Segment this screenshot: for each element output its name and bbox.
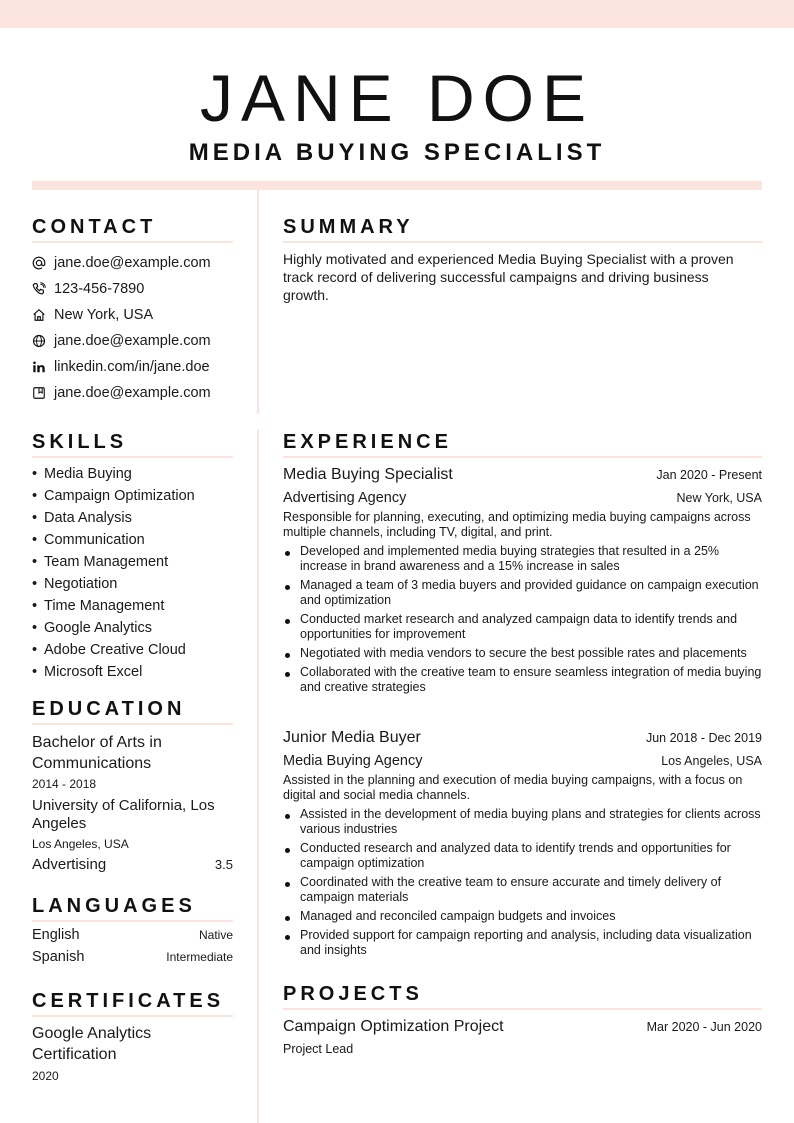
at-icon: [32, 256, 46, 270]
summary-text: Highly motivated and experienced Media Buying Specialist with a proven track record of delivering successful campaigns and driving business growth.: [283, 251, 734, 303]
job-bullet: Negotiated with media vendors to secure the best possible rates and placements: [283, 646, 762, 661]
job-company: Advertising Agency: [283, 490, 407, 506]
job-description: Assisted in the planning and execution of media buying campaigns, with a focus on digital and social media channels.: [283, 773, 743, 802]
contact-linkedin-text: linkedin.com/in/jane.doe: [54, 359, 210, 375]
languages-list: [32, 927, 233, 971]
skill-item: • Microsoft Excel: [32, 664, 143, 680]
languages-heading: LANGUAGES: [32, 894, 233, 922]
summary-heading: SUMMARY: [283, 215, 762, 243]
project-entry: [283, 1016, 762, 1058]
language-level: Intermediate: [166, 950, 233, 964]
education-heading: EDUCATION: [32, 697, 233, 725]
job-company: Media Buying Agency: [283, 753, 423, 769]
skill-item: • Campaign Optimization: [32, 488, 195, 504]
portfolio-icon: [32, 386, 46, 400]
skill-item: • Adobe Creative Cloud: [32, 642, 186, 658]
contact-portfolio[interactable]: [32, 380, 257, 406]
project-role: Project Lead: [283, 1042, 354, 1056]
education-field-row: [32, 855, 233, 875]
contact-email-text: jane.doe@example.com: [54, 255, 211, 271]
education-field: Advertising: [32, 856, 107, 873]
education-gpa: 3.5: [214, 857, 233, 872]
skills-list: [32, 463, 257, 683]
skill-item: • Media Buying: [32, 466, 132, 482]
education-location: Los Angeles, USA: [32, 837, 129, 851]
contact-website[interactable]: [32, 328, 257, 354]
education-entry: [32, 732, 233, 875]
candidate-name: JANE DOE: [199, 61, 595, 135]
job-dates: Jan 2020 - Present: [656, 468, 762, 482]
column-divider-bottom: [257, 430, 259, 1123]
skill-item: • Data Analysis: [32, 510, 132, 526]
contact-linkedin[interactable]: [32, 354, 257, 380]
job-bullet: Coordinated with the creative team to ensure accurate and timely delivery of campaign materials: [283, 875, 762, 905]
job-bullet: Managed and reconciled campaign budgets and invoices: [283, 909, 762, 924]
job-bullet: Conducted market research and analyzed campaign data to identify trends and opportunities for improvement: [283, 612, 762, 642]
project-name: Campaign Optimization Project: [283, 1018, 504, 1035]
contact-location: [32, 302, 257, 328]
contact-location-text: New York, USA: [54, 307, 154, 323]
job-location: New York, USA: [676, 491, 762, 505]
skill-item: • Time Management: [32, 598, 165, 614]
skill-item: • Google Analytics: [32, 620, 153, 636]
skill-item: • Communication: [32, 532, 145, 548]
contact-heading: CONTACT: [32, 215, 233, 243]
job-location: Los Angeles, USA: [661, 754, 762, 768]
job-bullets: [283, 807, 762, 958]
header-divider: [32, 181, 762, 190]
job-description: Responsible for planning, executing, and optimizing media buying campaigns across multiple channels, including TV, digital, and print.: [283, 510, 751, 539]
language-level: Native: [198, 928, 233, 942]
column-divider-top: [257, 190, 259, 414]
projects-heading: PROJECTS: [283, 982, 762, 1010]
job-bullets: [283, 544, 762, 695]
certificate-entry: [32, 1023, 233, 1085]
certificate-year: 2020: [32, 1069, 59, 1083]
language-row: [32, 949, 233, 971]
job-bullet: Collaborated with the creative team to ensure seamless integration of media buying and creative strategies: [283, 665, 762, 695]
contact-portfolio-text: jane.doe@example.com: [54, 385, 211, 401]
job-role: Media Buying Specialist: [283, 466, 453, 483]
job-bullet: Provided support for campaign reporting and analysis, including data visualization and insights: [283, 928, 762, 958]
skill-item: • Negotiation: [32, 576, 118, 592]
experience-entry: [283, 464, 762, 699]
education-degree: Bachelor of Arts in Communications: [32, 734, 162, 772]
education-school: University of California, Los Angeles: [32, 797, 215, 832]
experience-entry: [283, 727, 762, 962]
globe-icon: [32, 334, 46, 348]
language-name: English: [32, 927, 80, 943]
job-bullet: Conducted research and analyzed data to identify trends and opportunities for campaign optimization: [283, 841, 762, 871]
experience-heading: EXPERIENCE: [283, 430, 762, 458]
language-name: Spanish: [32, 949, 85, 965]
certificates-heading: CERTIFICATES: [32, 989, 233, 1017]
job-bullet: Assisted in the development of media buying plans and strategies for clients across various industries: [283, 807, 762, 837]
certificate-name: Google Analytics Certification: [32, 1025, 152, 1063]
contact-email[interactable]: [32, 250, 257, 276]
skill-item: • Team Management: [32, 554, 169, 570]
contact-phone-text: 123-456-7890: [54, 281, 145, 297]
linkedin-icon: [32, 360, 46, 374]
job-title: MEDIA BUYING SPECIALIST: [188, 139, 606, 166]
phone-icon: [32, 282, 46, 296]
job-dates: Jun 2018 - Dec 2019: [645, 731, 762, 745]
job-bullet: Developed and implemented media buying strategies that resulted in a 25% increase in brand awareness and a 15% increase in sales: [283, 544, 762, 574]
job-role: Junior Media Buyer: [283, 729, 421, 746]
project-dates: Mar 2020 - Jun 2020: [646, 1020, 762, 1034]
home-icon: [32, 308, 46, 322]
contact-phone[interactable]: [32, 276, 257, 302]
job-bullet: Managed a team of 3 media buyers and provided guidance on campaign execution and optimization: [283, 578, 762, 608]
contact-list: [32, 250, 257, 406]
language-row: [32, 927, 233, 949]
top-accent-band: [0, 0, 794, 28]
education-dates: 2014 - 2018: [32, 777, 97, 791]
skills-heading: SKILLS: [32, 430, 233, 458]
contact-website-text: jane.doe@example.com: [54, 333, 211, 349]
